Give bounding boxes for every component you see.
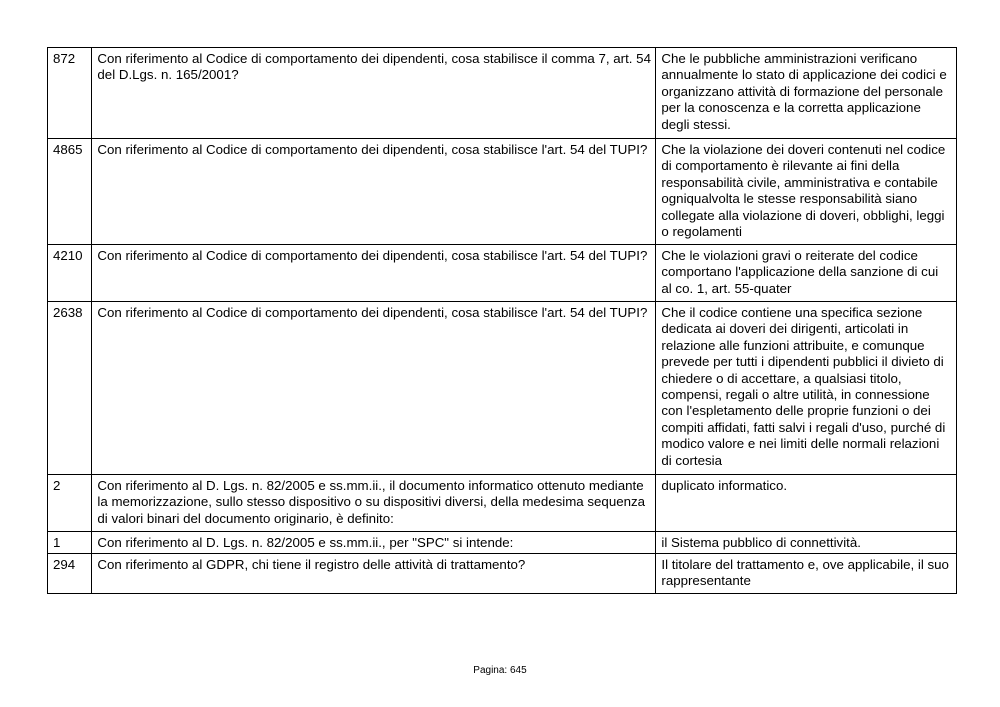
table-row [48,139,957,245]
answer-text: Che la violazione dei doveri contenuti nel codice di comportamento è rilevante ai fini della responsabilità civile, amministrativa e contabile ogniqualvolta le stesse responsabilità siano collegate alla violazione di doveri, obblighi, leggi o regolamenti [656,139,957,245]
question-text: Con riferimento al Codice di comportamento dei dipendenti, cosa stabilisce l'art. 54 del TUPI? [92,302,656,475]
question-id: 2 [48,475,92,532]
table-row [48,245,957,302]
question-id: 1 [48,532,92,554]
question-text: Con riferimento al Codice di comportamento dei dipendenti, cosa stabilisce l'art. 54 del TUPI? [92,139,656,245]
answer-text: Che le violazioni gravi o reiterate del codice comportano l'applicazione della sanzione di cui al co. 1, art. 55-quater [656,245,957,302]
question-id: 294 [48,554,92,594]
question-text: Con riferimento al Codice di comportamento dei dipendenti, cosa stabilisce il comma 7, art. 54 del D.Lgs. n. 165/2001? [92,48,656,139]
question-text: Con riferimento al D. Lgs. n. 82/2005 e ss.mm.ii., il documento informatico ottenuto mediante la memorizzazione, sullo stesso dispositivo o su dispositivi diversi, della medesima sequenza di valori binari del documento originario, è definito: [92,475,656,532]
question-id: 4865 [48,139,92,245]
questions-table [47,47,957,594]
question-id: 2638 [48,302,92,475]
table-row [48,48,957,139]
question-text: Con riferimento al Codice di comportamento dei dipendenti, cosa stabilisce l'art. 54 del TUPI? [92,245,656,302]
question-text: Con riferimento al GDPR, chi tiene il registro delle attività di trattamento? [92,554,656,594]
question-text: Con riferimento al D. Lgs. n. 82/2005 e ss.mm.ii., per "SPC" si intende: [92,532,656,554]
answer-text: Il titolare del trattamento e, ove applicabile, il suo rappresentante [656,554,957,594]
question-id: 4210 [48,245,92,302]
answer-text: Che il codice contiene una specifica sezione dedicata ai doveri dei dirigenti, articolati in relazione alle funzioni attribuite, e comunque prevede per tutti i dipendenti pubblici il divieto di chiedere o di accettare, a qualsiasi titolo, compensi, regali o altre utilità, in connessione con l'espletamento delle proprie funzioni o dei compiti affidati, fatti salvi i regali d'uso, purché di modico valore e nei limiti delle normali relazioni di cortesia [656,302,957,475]
table-row [48,532,957,554]
question-id: 872 [48,48,92,139]
page-number: Pagina: 645 [473,665,527,676]
table-row [48,475,957,532]
table-row [48,302,957,475]
answer-text: Che le pubbliche amministrazioni verificano annualmente lo stato di applicazione dei codici e organizzano attività di formazione del personale per la conoscenza e la corretta applicazione degli stessi. [656,48,957,139]
answer-text: il Sistema pubblico di connettività. [656,532,957,554]
answer-text: duplicato informatico. [656,475,957,532]
table-row [48,554,957,594]
